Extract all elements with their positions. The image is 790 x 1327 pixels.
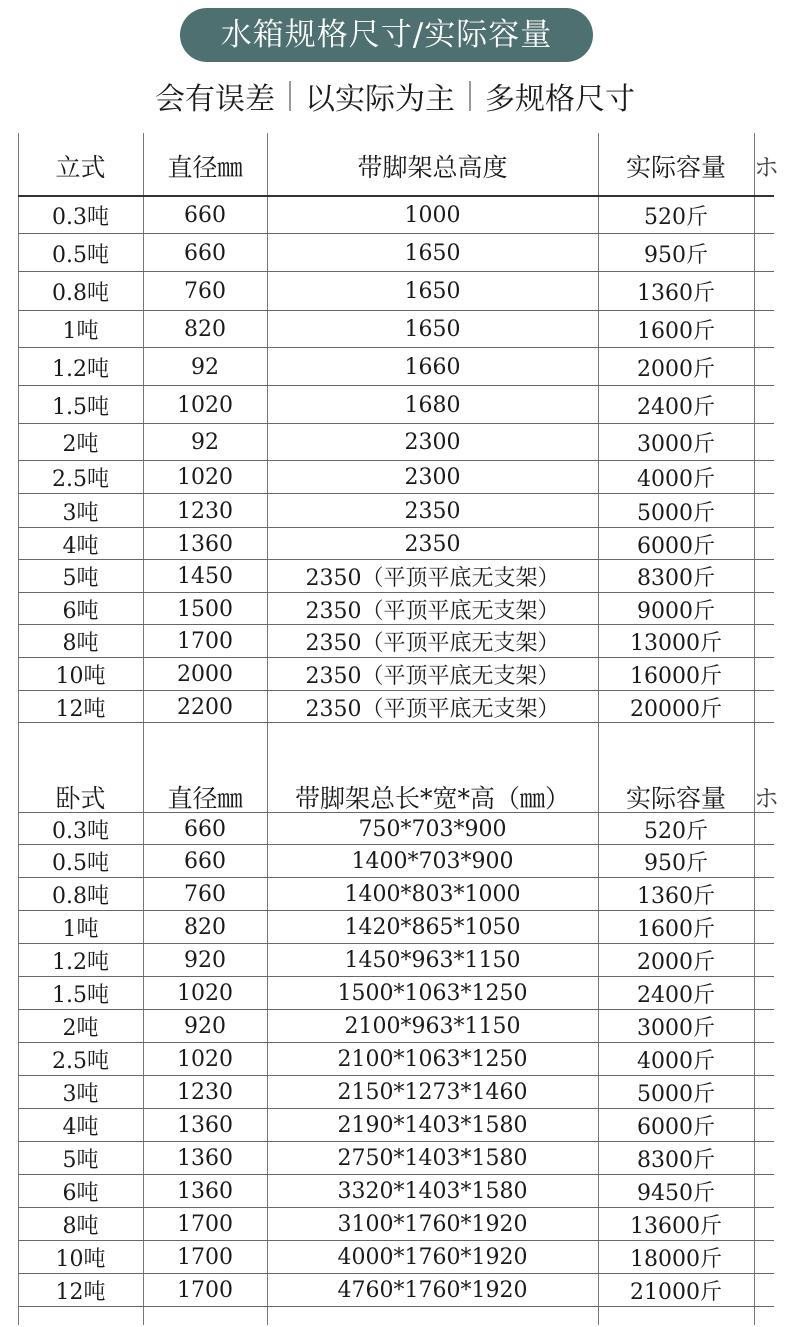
table-cell: 2350 bbox=[404, 531, 461, 557]
header-cell: 立式 bbox=[55, 152, 106, 182]
header-cell: 实际容量 bbox=[625, 152, 726, 182]
table-row bbox=[0, 845, 790, 878]
table-cell: 760 bbox=[184, 279, 226, 304]
table-cell: 1020 bbox=[177, 392, 233, 418]
table-cell: 950斤 bbox=[644, 851, 708, 876]
table-cell: 820 bbox=[184, 317, 226, 342]
table-cell: 1680 bbox=[404, 392, 461, 418]
table-cell: 660 bbox=[184, 816, 226, 842]
table-cell: 1600斤 bbox=[637, 319, 715, 344]
table-cell: 2350（平顶平底无支架） bbox=[305, 664, 560, 689]
table-cell: 3吨 bbox=[62, 500, 99, 526]
table-cell: 6000斤 bbox=[637, 1115, 715, 1140]
table-row bbox=[0, 1208, 790, 1241]
table-cell: 660 bbox=[184, 240, 226, 266]
table-cell: 3320*1403*1580 bbox=[337, 1179, 528, 1204]
table-cell: 2吨 bbox=[62, 432, 99, 457]
table-cell: 3000斤 bbox=[637, 432, 715, 457]
table-cell: 2350（平顶平底无支架） bbox=[305, 696, 560, 722]
table-row bbox=[0, 911, 790, 944]
table-row bbox=[0, 593, 790, 625]
table-cell: 520斤 bbox=[644, 818, 708, 844]
table-cell: 6000斤 bbox=[637, 533, 715, 559]
header-cell: 卧式 bbox=[55, 783, 106, 813]
table-cell: 2350（平顶平底无支架） bbox=[305, 631, 560, 656]
table-cell: 0.8吨 bbox=[52, 281, 109, 306]
header-cell: 带脚架总长*宽*高（㎜） bbox=[294, 783, 570, 813]
table-cell: 520斤 bbox=[644, 205, 708, 230]
table-cell: 1700 bbox=[177, 1278, 233, 1303]
table-cell: 6吨 bbox=[62, 1181, 99, 1206]
table-cell: 1600斤 bbox=[637, 917, 715, 942]
note-error: 会有误差 bbox=[155, 82, 275, 117]
table-cell: 13000斤 bbox=[630, 631, 722, 656]
grid-line bbox=[18, 1306, 774, 1307]
table-cell: 5吨 bbox=[62, 566, 99, 591]
table-cell: 1400*703*900 bbox=[351, 849, 514, 874]
table-row bbox=[0, 658, 790, 691]
table-row bbox=[0, 1076, 790, 1109]
table-row bbox=[0, 386, 790, 424]
table-row bbox=[0, 1142, 790, 1175]
table-cell: 4吨 bbox=[62, 1115, 99, 1140]
table-cell: 2350（平顶平底无支架） bbox=[305, 566, 560, 591]
table-cell: 1000 bbox=[404, 203, 461, 228]
table-row bbox=[0, 494, 790, 528]
table-cell: 1700 bbox=[177, 1212, 233, 1237]
table-cell: 2100*963*1150 bbox=[344, 1014, 521, 1039]
table-cell: 920 bbox=[184, 1014, 226, 1039]
table-cell: 5吨 bbox=[62, 1148, 99, 1173]
table-cell: 1700 bbox=[177, 629, 233, 654]
table-cell: 2350（平顶平底无支架） bbox=[305, 598, 560, 624]
table-cell: 2吨 bbox=[62, 1016, 99, 1041]
table-row bbox=[0, 1109, 790, 1142]
table-cell: 3000斤 bbox=[637, 1016, 715, 1041]
table-cell: 1360 bbox=[177, 1179, 233, 1204]
table-cell: 16000斤 bbox=[630, 664, 722, 689]
table-cell: 2190*1403*1580 bbox=[337, 1113, 528, 1138]
table-cell: 950斤 bbox=[644, 242, 708, 268]
table-cell: 13600斤 bbox=[630, 1214, 722, 1239]
header-cell: 直径㎜ bbox=[167, 152, 243, 182]
table-cell: 2000斤 bbox=[637, 356, 715, 382]
table-cell: 8吨 bbox=[62, 1214, 99, 1239]
table-cell: 1660 bbox=[404, 354, 461, 380]
header-cell: 带脚架总高度 bbox=[357, 152, 508, 182]
table-cell: 12吨 bbox=[55, 696, 106, 722]
table-cell: 2100*1063*1250 bbox=[337, 1047, 528, 1072]
table-cell: 2.5吨 bbox=[52, 1049, 109, 1074]
table-row bbox=[0, 272, 790, 311]
table-cell: 1500*1063*1250 bbox=[337, 981, 528, 1006]
table-row bbox=[0, 348, 790, 386]
table-cell: 0.5吨 bbox=[52, 242, 109, 268]
table-cell: 0.3吨 bbox=[52, 205, 109, 230]
note-specs: 多规格尺寸 bbox=[485, 82, 635, 117]
table-cell: 760 bbox=[184, 882, 226, 907]
table-cell: 1500 bbox=[177, 596, 233, 622]
table-cell: 10吨 bbox=[55, 1247, 106, 1272]
table-cell: 1吨 bbox=[62, 319, 99, 344]
table-row bbox=[0, 878, 790, 911]
table-cell: 1360斤 bbox=[637, 281, 715, 306]
horizontal-table-header bbox=[0, 780, 790, 813]
table-cell: 1650 bbox=[404, 317, 461, 342]
table-cell: 1.2吨 bbox=[52, 356, 109, 382]
table-row bbox=[0, 1043, 790, 1076]
table-cell: 1360 bbox=[177, 1113, 233, 1138]
table-cell: 1020 bbox=[177, 1047, 233, 1072]
table-cell: 660 bbox=[184, 849, 226, 874]
header-cell: 实际容量 bbox=[625, 783, 726, 813]
table-row bbox=[0, 197, 790, 234]
table-row bbox=[0, 625, 790, 658]
table-cell: 820 bbox=[184, 915, 226, 940]
table-row bbox=[0, 560, 790, 593]
table-cell: 1360 bbox=[177, 531, 233, 557]
table-cell: 0.5吨 bbox=[52, 851, 109, 876]
table-cell: 1650 bbox=[404, 279, 461, 304]
table-cell: 3100*1760*1920 bbox=[337, 1212, 528, 1237]
table-cell: 2400斤 bbox=[637, 983, 715, 1008]
table-cell: 1700 bbox=[177, 1245, 233, 1270]
table-cell: 1400*803*1000 bbox=[344, 882, 521, 907]
page-title: 水箱规格尺寸/实际容量 bbox=[180, 8, 593, 62]
table-cell: 1020 bbox=[177, 465, 233, 490]
header-cell: 直径㎜ bbox=[167, 783, 243, 813]
table-cell: 920 bbox=[184, 948, 226, 973]
table-cell: 1420*865*1050 bbox=[344, 915, 521, 940]
table-cell: 6吨 bbox=[62, 598, 99, 624]
table-cell: 20000斤 bbox=[630, 696, 722, 722]
table-cell: 5000斤 bbox=[637, 500, 715, 526]
table-cell: 1.5吨 bbox=[52, 983, 109, 1008]
table-cell: 2150*1273*1460 bbox=[337, 1080, 528, 1105]
table-row bbox=[0, 1175, 790, 1208]
table-row bbox=[0, 424, 790, 461]
table-cell: 10吨 bbox=[55, 664, 106, 689]
table-cell: 2300 bbox=[404, 465, 461, 490]
table-cell: 18000斤 bbox=[630, 1247, 722, 1272]
table-row bbox=[0, 528, 790, 560]
table-cell: 1.2吨 bbox=[52, 950, 109, 975]
table-row bbox=[0, 813, 790, 845]
table-row bbox=[0, 944, 790, 977]
table-row bbox=[0, 234, 790, 272]
table-cell: 9000斤 bbox=[637, 598, 715, 624]
table-cell: 1.5吨 bbox=[52, 394, 109, 420]
table-cell: 750*703*900 bbox=[358, 816, 507, 842]
grid-line bbox=[18, 722, 774, 723]
table-cell: 660 bbox=[184, 203, 226, 228]
table-cell: 8吨 bbox=[62, 631, 99, 656]
table-cell: 1650 bbox=[404, 240, 461, 266]
table-cell: 1360斤 bbox=[637, 884, 715, 909]
table-row bbox=[0, 691, 790, 723]
table-cell: 3吨 bbox=[62, 1082, 99, 1107]
table-row bbox=[0, 1274, 790, 1307]
table-cell: 9450斤 bbox=[637, 1181, 715, 1206]
table-cell: 92 bbox=[191, 430, 219, 455]
header-cell: ホ bbox=[754, 783, 780, 813]
table-cell: 1360 bbox=[177, 1146, 233, 1171]
header-cell: ホ bbox=[754, 152, 780, 182]
table-cell: 1450*963*1150 bbox=[344, 948, 521, 973]
table-cell: 2.5吨 bbox=[52, 467, 109, 492]
table-cell: 0.8吨 bbox=[52, 884, 109, 909]
table-cell: 1吨 bbox=[62, 917, 99, 942]
table-cell: 12吨 bbox=[55, 1280, 106, 1305]
table-cell: 2750*1403*1580 bbox=[337, 1146, 528, 1171]
table-cell: 8300斤 bbox=[637, 566, 715, 591]
table-cell: 4000斤 bbox=[637, 1049, 715, 1074]
table-cell: 21000斤 bbox=[630, 1280, 722, 1305]
table-cell: 4吨 bbox=[62, 533, 99, 559]
table-cell: 92 bbox=[191, 354, 219, 380]
table-cell: 2000斤 bbox=[637, 950, 715, 975]
table-cell: 2300 bbox=[404, 430, 461, 455]
table-cell: 0.3吨 bbox=[52, 818, 109, 844]
table-cell: 1230 bbox=[177, 1080, 233, 1105]
table-cell: 2000 bbox=[177, 662, 233, 687]
table-cell: 4000斤 bbox=[637, 467, 715, 492]
table-cell: 1230 bbox=[177, 498, 233, 524]
table-cell: 2200 bbox=[177, 694, 233, 720]
table-cell: 5000斤 bbox=[637, 1082, 715, 1107]
vertical-table-header bbox=[0, 137, 790, 194]
table-row bbox=[0, 977, 790, 1010]
table-cell: 4760*1760*1920 bbox=[337, 1278, 528, 1303]
table-row bbox=[0, 1241, 790, 1274]
table-cell: 2350 bbox=[404, 498, 461, 524]
table-cell: 4000*1760*1920 bbox=[337, 1245, 528, 1270]
table-row bbox=[0, 461, 790, 494]
table-cell: 2400斤 bbox=[637, 394, 715, 420]
table-row bbox=[0, 311, 790, 348]
table-cell: 1020 bbox=[177, 981, 233, 1006]
table-cell: 8300斤 bbox=[637, 1148, 715, 1173]
note-actual: 以实际为主 bbox=[305, 82, 455, 117]
table-cell: 1450 bbox=[177, 564, 233, 589]
table-row bbox=[0, 1010, 790, 1043]
